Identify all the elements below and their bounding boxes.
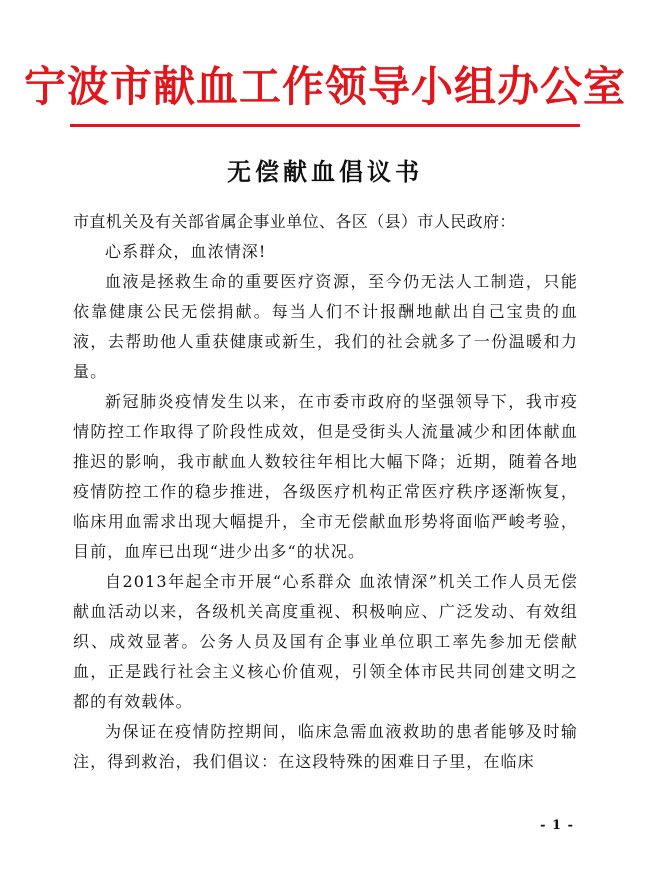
letterhead-red-rule [70, 124, 580, 127]
body-paragraph: 新冠肺炎疫情发生以来，在市委市政府的坚强领导下，我市疫情防控工作取得了阶段性成效，但是受街头人流量减少和团体献血推迟的影响，我市献血人数较往年相比大幅下降；近期，随着各地疫情防控工作的稳步推进，各级医疗机构正常医疗秩序逐渐恢复，临床用血需求出现大幅提升，全市无偿献血形势将面临严峻考验，目前，血库已出现“进少出多“的状况。 [73, 392, 578, 561]
document-body [73, 207, 578, 777]
body-paragraph: 血液是拯救生命的重要医疗资源，至今仍无法人工制造，只能依靠健康公民无偿捐献。每当人们不计报酬地献出自己宝贵的血液，去帮助他人重获健康或新生，我们的社会就多了一份温暖和力量。 [73, 272, 578, 381]
page-number: - 1 - [540, 818, 574, 833]
document-title: 无偿献血倡议书 [227, 157, 423, 186]
body-paragraph: 心系群众，血浓情深! [105, 242, 267, 261]
letterhead-title: 宁波市献血工作领导小组办公室 [23, 62, 626, 111]
body-paragraph: 自2013年起全市开展“心系群众 血浓情深”机关工作人员无偿献血活动以来，各级机关高度重视、积极响应、广泛发动、有效组织、成效显著。公务人员及国有企事业单位职工率先参加无偿献血，正是践行社会主义核心价值观，引领全体市民共同创建文明之都的有效载体。 [73, 572, 578, 711]
body-paragraph: 为保证在疫情防控期间，临床急需血液救助的患者能够及时输注，得到救治，我们倡议：在这段特殊的困难日子里，在临床 [73, 722, 578, 771]
salutation: 市直机关及有关部省属企事业单位、各区（县）市人民政府： [73, 212, 516, 231]
